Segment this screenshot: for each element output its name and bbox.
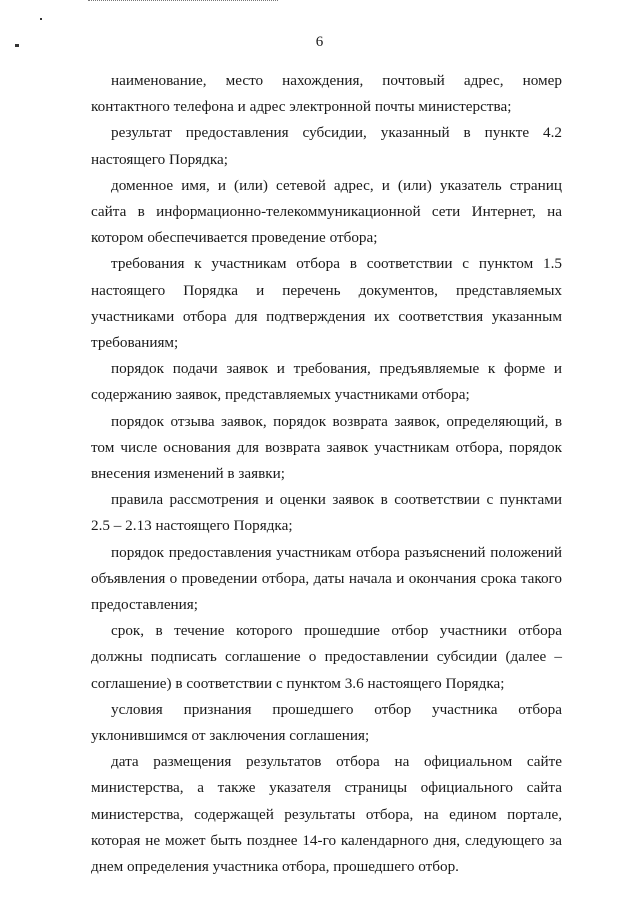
page-number: 6 [315, 34, 324, 50]
paragraph: доменное имя, и (или) сетевой адрес, и (или) указатель страниц сайта в информационно-телекоммуникационной сети Интернет, на котором обеспечивается проведение отбора; [91, 176, 562, 247]
paragraph: требования к участникам отбора в соответствии с пунктом 1.5 настоящего Порядка и перечень документов, представляемых участниками отбора для подтверждения их соответствия указанным требованиям; [91, 255, 562, 352]
document-body [91, 68, 562, 880]
paragraph: наименование, место нахождения, почтовый адрес, номер контактного телефона и адрес электронной почты министерства; [91, 72, 562, 116]
top-scan-edge [88, 0, 278, 1]
paragraph: порядок отзыва заявок, порядок возврата заявок, определяющий, в том числе основания для возврата заявок участникам отбора, порядок внесения изменений в заявки; [91, 412, 562, 483]
paragraph: порядок предоставления участникам отбора разъяснений положений объявления о проведении отбора, даты начала и окончания срока такого предоставления; [91, 543, 562, 614]
paragraph: дата размещения результатов отбора на официальном сайте министерства, а также указателя страницы официального сайта министерства, содержащей результаты отбора, на едином портале, которая не может быть позднее 14-го календарного дня, следующего за днем определения участника отбора, прошедшего отбор. [91, 753, 562, 876]
paragraph: результат предоставления субсидии, указанный в пункте 4.2 настоящего Порядка; [91, 124, 562, 168]
paragraph: порядок подачи заявок и требования, предъявляемые к форме и содержанию заявок, представляемых участниками отбора; [91, 360, 562, 404]
paragraph: условия признания прошедшего отбор участника отбора уклонившимся от заключения соглашения; [91, 700, 562, 745]
scan-mark [40, 18, 42, 20]
paragraph: правила рассмотрения и оценки заявок в соответствии с пунктами 2.5 – 2.13 настоящего Порядка; [91, 491, 562, 535]
paragraph: срок, в течение которого прошедшие отбор участники отбора должны подписать соглашение о предоставлении субсидии (далее – соглашение) в соответствии с пунктом 3.6 настоящего Порядка; [91, 622, 562, 692]
